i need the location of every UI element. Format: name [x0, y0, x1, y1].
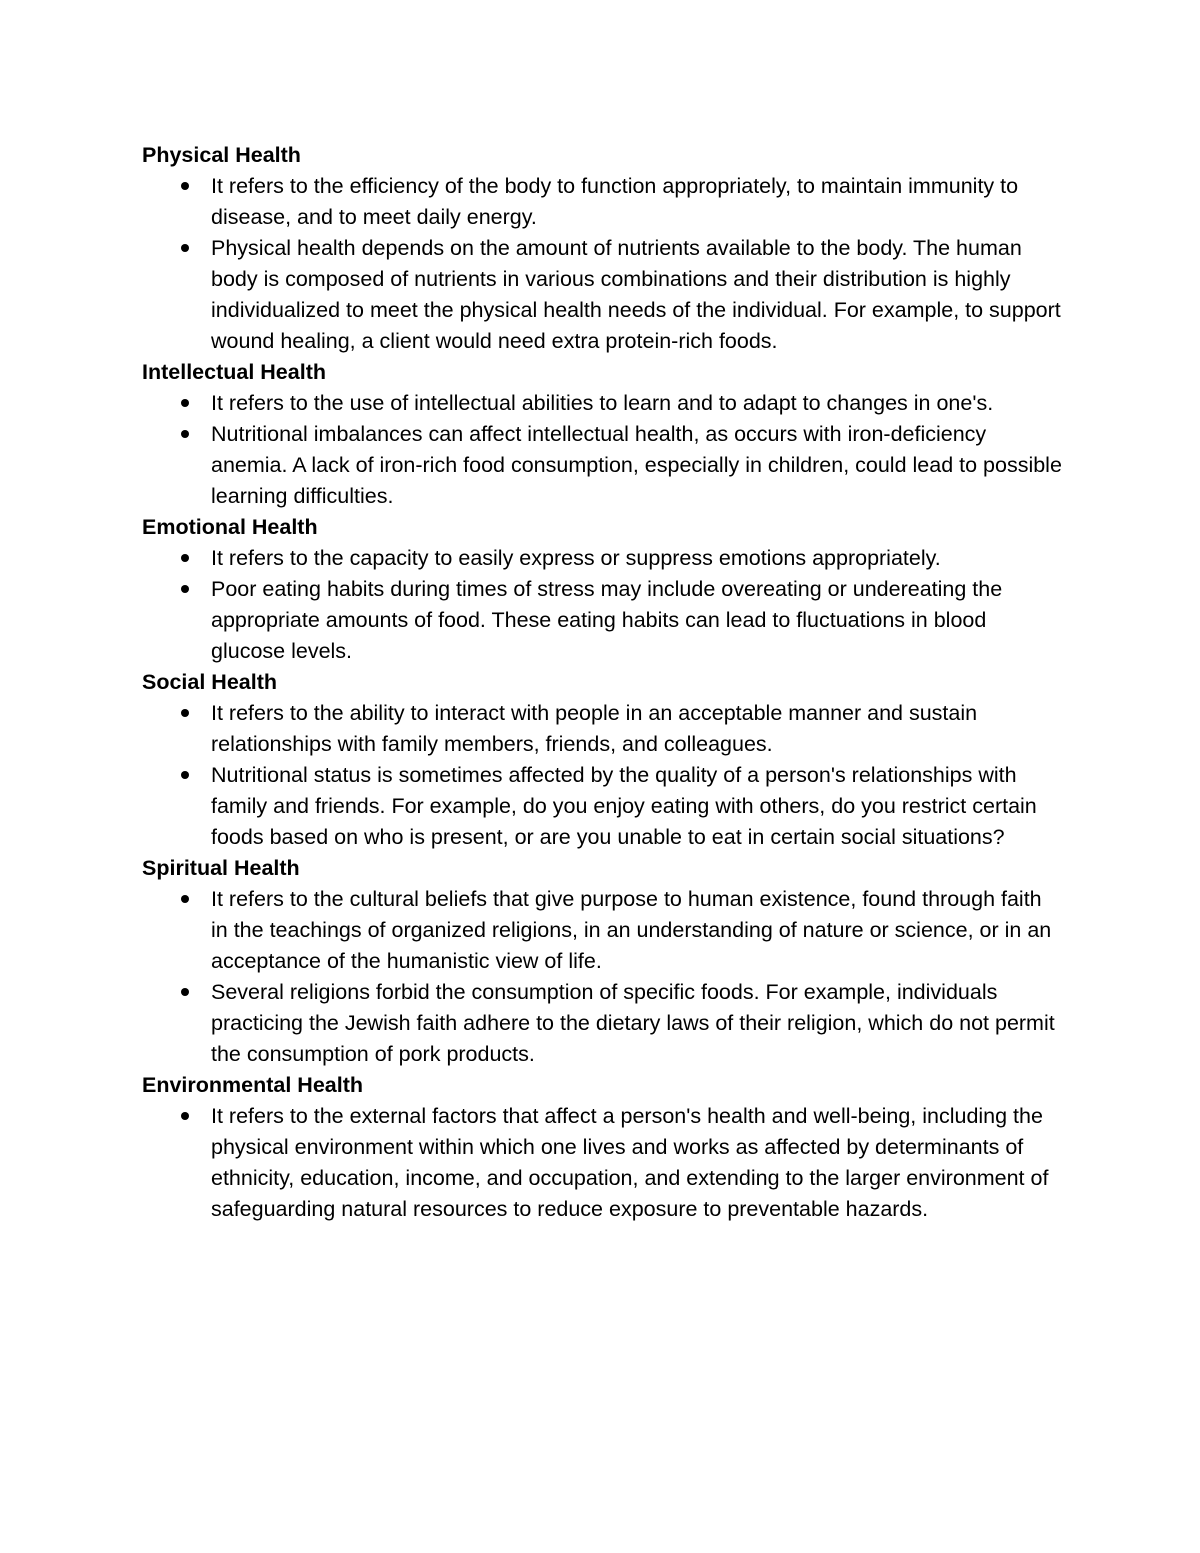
bullet-item	[142, 760, 1062, 853]
section-title: Intellectual Health	[142, 360, 326, 384]
bullet-text: Nutritional status is sometimes affected by the quality of a person's relationships with family and friends. For example, do you enjoy eating with others, do you restrict certain foods based on who is present, or are you unable to eat in certain social situations?	[211, 763, 1037, 849]
bullet-list	[142, 884, 1062, 1070]
section-intellectual-health	[142, 357, 1062, 512]
bullet-list	[142, 171, 1062, 357]
bullet-dot-icon	[181, 709, 189, 717]
bullet-list	[142, 388, 1062, 512]
bullet-dot-icon	[181, 988, 189, 996]
bullet-text: It refers to the cultural beliefs that give purpose to human existence, found through faith in the teachings of organized religions, in an understanding of nature or science, or in an acceptance of the humanistic view of life.	[211, 887, 1052, 973]
section-spiritual-health	[142, 853, 1062, 1070]
bullet-item	[142, 419, 1062, 512]
section-title: Physical Health	[142, 143, 301, 167]
bullet-text: Physical health depends on the amount of nutrients available to the body. The human body is composed of nutrients in various combinations and their distribution is highly individualized to meet the physical health needs of the individual. For example, to support wound healing, a client would need extra protein-rich foods.	[211, 236, 1061, 353]
bullet-item	[142, 543, 1062, 574]
bullet-text: It refers to the external factors that affect a person's health and well-being, including the physical environment within which one lives and works as affected by determinants of ethnicity, education, income, and occupation, and extending to the larger environment of safeguarding natural resources to reduce exposure to preventable hazards.	[211, 1104, 1049, 1221]
bullet-dot-icon	[181, 895, 189, 903]
bullet-text: Poor eating habits during times of stress may include overeating or undereating the appropriate amounts of food. These eating habits can lead to fluctuations in blood glucose levels.	[211, 577, 1003, 663]
bullet-dot-icon	[181, 554, 189, 562]
section-title: Spiritual Health	[142, 856, 300, 880]
bullet-text: Several religions forbid the consumption of specific foods. For example, individuals practicing the Jewish faith adhere to the dietary laws of their religion, which do not permit the consumption of pork products.	[211, 980, 1055, 1066]
bullet-list	[142, 543, 1062, 667]
section-title: Social Health	[142, 670, 278, 694]
bullet-item	[142, 574, 1062, 667]
bullet-dot-icon	[181, 399, 189, 407]
bullet-text: Nutritional imbalances can affect intellectual health, as occurs with iron-deficiency anemia. A lack of iron-rich food consumption, especially in children, could lead to possible learning difficulties.	[211, 422, 1062, 508]
section-environmental-health	[142, 1070, 1062, 1225]
section-title: Environmental Health	[142, 1073, 364, 1097]
bullet-dot-icon	[181, 182, 189, 190]
section-physical-health	[142, 140, 1062, 357]
bullet-list	[142, 698, 1062, 853]
bullet-text: It refers to the capacity to easily express or suppress emotions appropriately.	[211, 546, 941, 570]
bullet-item	[142, 171, 1062, 233]
bullet-dot-icon	[181, 244, 189, 252]
bullet-text: It refers to the efficiency of the body to function appropriately, to maintain immunity to disease, and to meet daily energy.	[211, 174, 1019, 229]
bullet-text: It refers to the ability to interact with people in an acceptable manner and sustain relationships with family members, friends, and colleagues.	[211, 701, 978, 756]
bullet-item	[142, 977, 1062, 1070]
bullet-dot-icon	[181, 771, 189, 779]
bullet-dot-icon	[181, 585, 189, 593]
bullet-item	[142, 698, 1062, 760]
section-emotional-health	[142, 512, 1062, 667]
section-title: Emotional Health	[142, 515, 318, 539]
bullet-dot-icon	[181, 430, 189, 438]
bullet-list	[142, 1101, 1062, 1225]
bullet-text: It refers to the use of intellectual abilities to learn and to adapt to changes in one's.	[211, 391, 994, 415]
bullet-item	[142, 233, 1062, 357]
section-social-health	[142, 667, 1062, 853]
bullet-item	[142, 388, 1062, 419]
bullet-dot-icon	[181, 1112, 189, 1120]
bullet-item	[142, 1101, 1062, 1225]
document-page	[142, 140, 1062, 1225]
bullet-item	[142, 884, 1062, 977]
